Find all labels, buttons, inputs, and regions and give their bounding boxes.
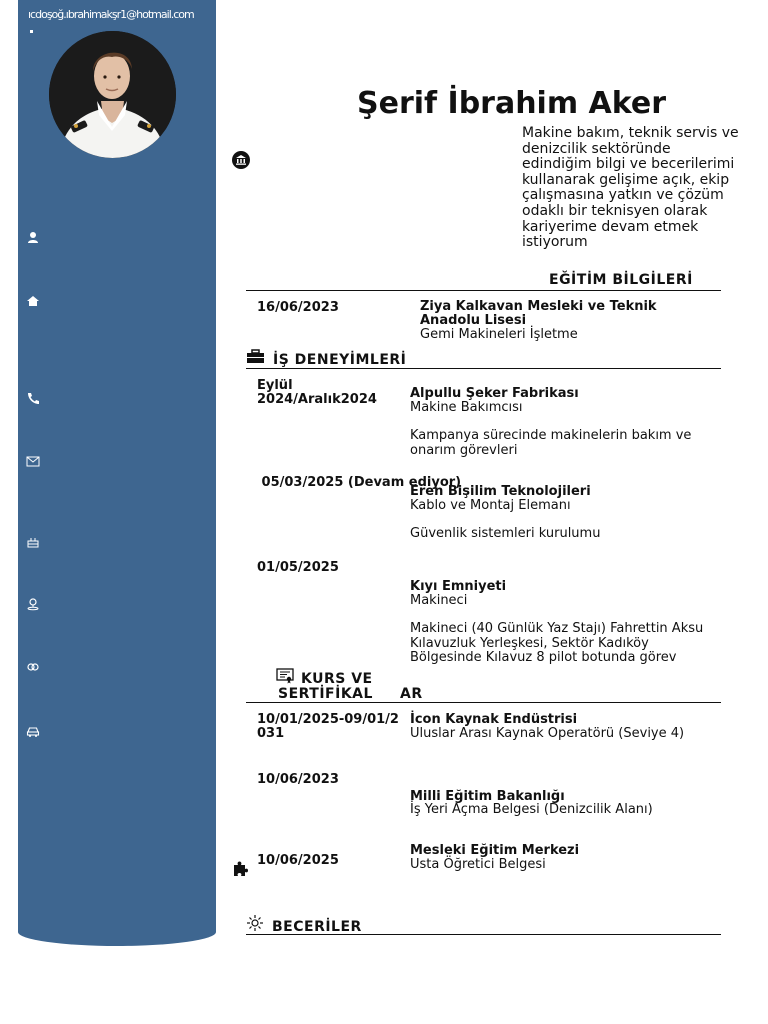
location-pin-icon <box>25 597 41 611</box>
person-icon <box>25 231 41 245</box>
briefcase-icon <box>246 349 265 368</box>
mail-icon <box>25 455 41 469</box>
experience-date-1: Eylül 2024/Aralık2024 <box>257 378 377 407</box>
education-rule <box>246 290 721 291</box>
experience-role-1: Makine Bakımcısı <box>410 400 523 415</box>
experience-description-1: Kampanya sürecinde makinelerin bakım ve onarım görevleri <box>410 428 692 458</box>
courses-heading-line2b: AR <box>400 686 423 702</box>
experience-company-1: Alpullu Şeker Fabrikası <box>410 386 579 401</box>
skills-icon <box>246 914 264 936</box>
course-institution-1: İcon Kaynak Endüstrisi <box>410 712 578 727</box>
experience-date-3: 01/05/2025 <box>257 560 339 575</box>
car-icon <box>25 724 41 738</box>
experience-heading: İŞ DENEYİMLERİ <box>273 352 407 368</box>
profile-summary: Makine bakım, teknik servis ve denizcilik sektöründe edindiğim bilgi ve becerilerimi kullanarak gelişime açık, ekip çalışmasına yatkın ve çözüm odaklı bir teknisyen olarak kariyerime devam etmek istiyorum <box>522 125 739 251</box>
person-name: Şerif İbrahim Aker <box>357 86 667 121</box>
experience-company-2: Eren Bişilim Teknolojileri <box>410 484 591 499</box>
courses-heading-line2a: SERTİFİKAL <box>278 686 373 702</box>
course-date-3: 10/06/2025 <box>257 853 339 868</box>
course-institution-3: Mesleki Eğitim Merkezi <box>410 843 580 858</box>
skills-rule <box>246 934 721 935</box>
birthday-cake-icon <box>25 535 41 549</box>
education-school: Ziya Kalkavan Mesleki ve Teknik Anadolu Lisesi <box>420 299 657 328</box>
institution-icon <box>232 151 250 173</box>
puzzle-icon <box>231 860 249 882</box>
rings-icon <box>25 660 41 674</box>
course-certificate-3: Usta Öğretici Belgesi <box>410 857 546 872</box>
certificate-icon <box>276 668 294 688</box>
sidebar-contact-header: ıcdoşoğ.ıbrahimakşr1@hotmail.com <box>28 8 194 21</box>
course-institution-2: Milli Eğitim Bakanlığı <box>410 789 565 804</box>
education-date: 16/06/2023 <box>257 300 339 315</box>
skills-heading: BECERİLER <box>272 919 362 935</box>
course-certificate-1: Uluslar Arası Kaynak Operatörü (Seviye 4) <box>410 726 685 741</box>
experience-role-2: Kablo ve Montaj Elemanı <box>410 498 571 513</box>
sidebar-dot <box>30 30 33 33</box>
education-heading: EĞİTİM BİLGİLERİ <box>549 272 693 288</box>
courses-heading-line1: KURS VE <box>301 671 373 687</box>
courses-rule <box>246 702 721 703</box>
experience-date-2: 05/03/2025 (Devam ediyor) <box>257 475 462 490</box>
experience-company-3: Kıyı Emniyeti <box>410 579 507 594</box>
experience-description-3: Makineci (40 Günlük Yaz Stajı) Fahrettin Aksu Kılavuzluk Yerleşkesi, Sektör Kadıköy Bölgesinde Kılavuz 8 pilot botunda görev <box>410 621 704 665</box>
home-icon <box>25 294 41 308</box>
course-date-1: 10/01/2025-09/01/2031 <box>257 712 399 741</box>
course-date-2: 10/06/2023 <box>257 772 339 787</box>
education-department: Gemi Makineleri İşletme <box>420 327 578 342</box>
experience-rule <box>246 368 721 369</box>
phone-icon <box>25 391 41 405</box>
course-certificate-2: İş Yeri Açma Belgesi (Denizcilik Alanı) <box>410 802 653 817</box>
experience-role-3: Makineci <box>410 593 468 608</box>
profile-photo <box>49 31 176 158</box>
experience-description-2: Güvenlik sistemleri kurulumu <box>410 526 601 541</box>
